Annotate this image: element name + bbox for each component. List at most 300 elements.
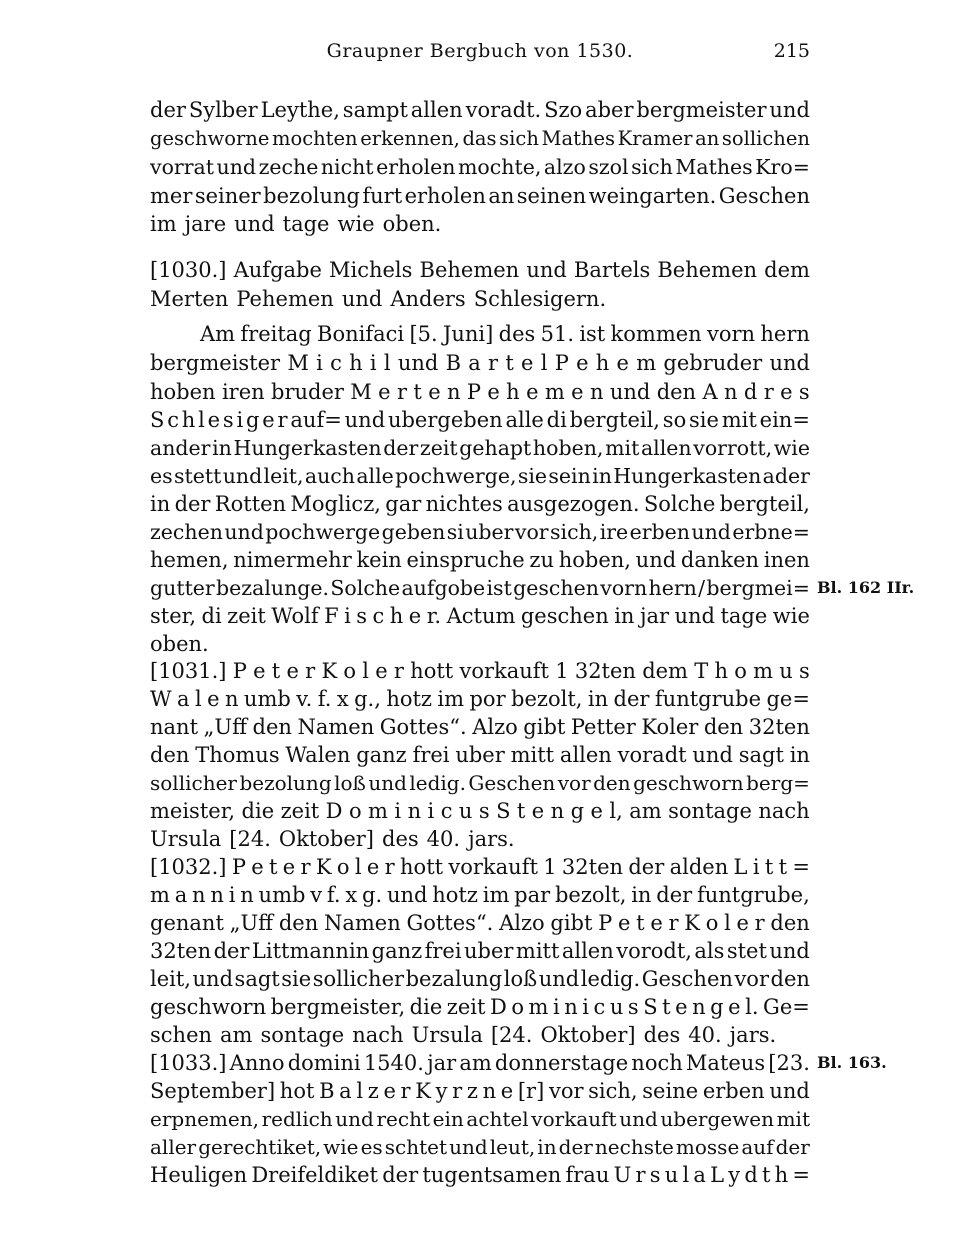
word: n	[192, 883, 206, 907]
text-line	[150, 1049, 810, 1077]
word: ist	[579, 322, 606, 346]
word: leit,	[263, 464, 304, 488]
word: genant	[150, 911, 224, 935]
word: K	[684, 911, 700, 935]
word: t	[413, 380, 422, 404]
text-line	[150, 993, 810, 1021]
word: r	[763, 380, 774, 404]
word: i	[427, 799, 435, 823]
word: nach	[758, 799, 810, 823]
word: s	[649, 1163, 661, 1187]
word: zeit	[419, 436, 458, 460]
word: 51.	[540, 322, 575, 346]
word: uber	[464, 939, 514, 963]
word: Alzo	[499, 911, 545, 935]
word: o	[734, 659, 747, 683]
word: Am	[200, 322, 236, 346]
text-line	[150, 518, 810, 546]
word: o	[336, 855, 350, 879]
word: Ursula	[150, 827, 222, 851]
word: c	[330, 351, 342, 375]
word: kommen	[610, 322, 702, 346]
word: gibt	[550, 911, 593, 935]
word: l	[540, 351, 548, 375]
word: zeit	[227, 604, 266, 628]
word: Mathes	[675, 155, 753, 179]
text-line	[150, 909, 810, 937]
text-line	[150, 853, 810, 881]
word: t	[505, 351, 514, 375]
word: 32ten	[150, 939, 212, 963]
word: in	[789, 743, 810, 767]
word: am	[629, 799, 662, 823]
word: 32ten	[574, 659, 636, 683]
word: am	[220, 1023, 253, 1047]
word: frei	[424, 939, 462, 963]
word: K	[321, 659, 338, 683]
word: auf	[741, 1135, 774, 1159]
word: alzo	[543, 155, 586, 179]
text-line	[150, 630, 810, 658]
word: r	[305, 659, 316, 683]
word: t	[269, 855, 278, 879]
word: und	[449, 1135, 488, 1159]
word: Hungerkasten	[613, 464, 762, 488]
word: di	[546, 408, 567, 432]
word: [r]	[517, 1079, 545, 1103]
word: h	[595, 351, 610, 375]
word: [1031.]	[150, 659, 227, 683]
word: recht	[376, 1107, 431, 1131]
word: s	[356, 604, 368, 628]
word: loß	[334, 771, 366, 795]
text-line	[150, 741, 810, 769]
word: nichtes	[425, 492, 503, 516]
word: und	[386, 883, 428, 907]
text-line	[150, 937, 810, 965]
word: M	[287, 351, 309, 375]
word: Oktober]	[540, 1023, 636, 1047]
word: danken	[680, 548, 760, 572]
word: dem	[642, 659, 688, 683]
word: bezolt,	[511, 687, 583, 711]
word: A	[702, 380, 718, 404]
word: zechen	[150, 520, 223, 544]
word: U	[613, 1163, 632, 1187]
word: s	[799, 659, 810, 683]
word: das	[462, 127, 497, 150]
word: der	[383, 436, 419, 460]
word: ge=	[766, 687, 810, 711]
word: schen	[150, 1023, 213, 1047]
word: Moglicz,	[290, 492, 381, 516]
word: mochten	[271, 127, 358, 150]
text-line	[150, 1105, 810, 1133]
word: und	[769, 939, 810, 963]
word: szol	[588, 155, 629, 179]
word: n	[564, 995, 578, 1019]
word: 1540.	[363, 1051, 424, 1075]
word: [23.	[768, 1051, 810, 1075]
word: r	[300, 855, 311, 879]
word: 1	[543, 855, 557, 879]
text-line	[150, 125, 810, 153]
word: Alzo	[472, 715, 518, 739]
running-title: Graupner Bergbuch von 1530.	[326, 40, 634, 62]
word: auf=	[290, 408, 342, 432]
word: seine	[642, 1079, 699, 1103]
page-header	[150, 40, 810, 70]
word: alden	[669, 855, 729, 879]
word: h	[714, 659, 728, 683]
text-line	[150, 797, 810, 825]
word: oben.	[382, 212, 442, 236]
word: v.	[296, 687, 313, 711]
word: bezolt,	[554, 883, 627, 907]
word: inen	[763, 548, 810, 572]
margin-folio-note: Bl. 162 IIr.	[817, 578, 915, 597]
word: par	[514, 883, 551, 907]
word: =	[792, 855, 810, 879]
word: Pehemen	[236, 287, 334, 311]
word: u	[664, 1163, 679, 1187]
word: den	[770, 911, 810, 935]
word: e	[531, 799, 545, 823]
text-line	[150, 320, 810, 348]
word: leit,	[150, 967, 191, 991]
word: ausgezogen.	[507, 492, 640, 516]
word: z	[367, 1079, 379, 1103]
word: L	[733, 855, 748, 879]
word: bruder	[271, 380, 344, 404]
word: ganz	[371, 939, 423, 963]
word: jar	[639, 604, 670, 628]
word: i	[344, 604, 351, 628]
word: den	[593, 771, 631, 795]
word: ubergeben	[387, 408, 503, 432]
word: sagt	[738, 743, 784, 767]
text-line	[150, 825, 810, 853]
word: sich,	[550, 520, 599, 544]
word: allen	[410, 98, 463, 122]
text-line	[150, 182, 810, 210]
word: y	[728, 1163, 741, 1187]
word: 32ten	[748, 715, 810, 739]
word: und	[234, 212, 275, 236]
word: jars.	[468, 827, 515, 851]
word: furt	[362, 184, 403, 208]
word: umb	[243, 687, 291, 711]
word: bezalunge.	[216, 576, 330, 600]
word: ander	[150, 436, 211, 460]
text-line	[150, 574, 810, 602]
word: wie	[772, 604, 810, 628]
word: den	[656, 380, 697, 404]
word: D	[325, 799, 343, 823]
word: Geschen	[641, 967, 733, 991]
word: t	[636, 911, 645, 935]
word: ubergewen	[660, 1107, 774, 1131]
text-line	[150, 1133, 810, 1161]
word: t	[764, 855, 774, 879]
word: es	[150, 464, 173, 488]
word: vor	[734, 967, 769, 991]
word: S	[496, 799, 511, 823]
word: Walen	[285, 743, 351, 767]
word: K	[415, 1079, 431, 1103]
word: bezalung	[405, 967, 503, 991]
word: und	[192, 967, 234, 991]
word: r	[396, 380, 408, 404]
word: „Uff	[229, 911, 274, 935]
word: der	[613, 687, 650, 711]
word: und	[344, 408, 386, 432]
word: f.	[317, 687, 332, 711]
word: S	[150, 408, 165, 432]
word: x	[336, 687, 349, 711]
word: i	[228, 883, 236, 907]
word: e	[780, 380, 793, 404]
word: loß	[503, 967, 538, 991]
word: a	[339, 1079, 352, 1103]
word: h	[349, 351, 363, 375]
word: n	[240, 883, 254, 907]
word: allen	[559, 743, 612, 767]
margin-folio-note: Bl. 163.	[817, 1053, 887, 1072]
word: vorkauft	[459, 659, 549, 683]
word: d	[743, 380, 758, 404]
word: sie	[517, 464, 548, 488]
word: e	[383, 1079, 396, 1103]
word: i	[236, 408, 244, 432]
text-line	[150, 490, 810, 518]
word: bergteil,	[569, 408, 660, 432]
word: in	[537, 1135, 557, 1159]
word: bezolung	[263, 184, 360, 208]
word: geschworn	[150, 995, 267, 1019]
word: in	[150, 492, 171, 516]
word: freitag	[240, 322, 312, 346]
word: r	[635, 1163, 646, 1187]
word: aller	[150, 1135, 197, 1159]
word: pochwerge,	[395, 464, 517, 488]
word: Sylber	[188, 98, 258, 122]
word: meister,	[150, 799, 236, 823]
word: 32ten	[561, 855, 624, 879]
word: und	[674, 604, 715, 628]
word: r	[393, 659, 404, 683]
word: alle	[505, 408, 544, 432]
word: den	[703, 715, 744, 739]
word: i	[552, 995, 560, 1019]
word: por	[469, 687, 506, 711]
word: hoben,	[532, 436, 604, 460]
word: o	[348, 799, 362, 823]
word: P	[598, 911, 613, 935]
word: 1	[555, 659, 569, 683]
text-line	[150, 378, 810, 406]
word: erpnemen,	[150, 1107, 259, 1131]
word: m	[753, 659, 774, 683]
word: e	[207, 687, 220, 711]
word: 40.	[426, 827, 461, 851]
word: Actum	[446, 604, 516, 628]
word: i	[369, 351, 377, 375]
page-number: 215	[773, 40, 810, 62]
word: der	[775, 1135, 810, 1159]
text-line	[150, 210, 810, 238]
word: h	[181, 408, 196, 432]
word: gutter	[150, 576, 215, 600]
word: den	[278, 911, 319, 935]
word: o	[343, 659, 357, 683]
text-line	[150, 546, 810, 574]
word: Anno	[229, 1051, 285, 1075]
word: Aufgabe	[233, 258, 322, 282]
word: der	[174, 492, 211, 516]
word: t	[516, 799, 526, 823]
word: mer	[150, 184, 193, 208]
text-line	[150, 657, 810, 685]
word: m	[636, 351, 657, 375]
word: leut,	[489, 1135, 536, 1159]
word: einspruche	[406, 548, 525, 572]
word: Anders	[390, 287, 466, 311]
text-line	[150, 434, 810, 462]
word: berg=	[746, 771, 810, 795]
word: aber	[585, 98, 634, 122]
word: geben	[381, 520, 446, 544]
word: l	[356, 1079, 364, 1103]
word: nant	[150, 715, 199, 739]
word: r	[400, 1079, 411, 1103]
word: e	[253, 659, 266, 683]
word: Thomus	[195, 743, 280, 767]
word: 40.	[688, 1023, 722, 1047]
word: tage	[720, 604, 768, 628]
word: an	[488, 184, 515, 208]
word: sampt	[342, 98, 408, 122]
word: hot	[279, 1079, 315, 1103]
word: Mateus	[685, 1051, 766, 1075]
word: die	[409, 995, 443, 1019]
word: e	[526, 380, 539, 404]
word: t	[662, 995, 671, 1019]
word: a	[693, 1163, 706, 1187]
word: Geschen	[468, 771, 556, 795]
word: sie	[689, 408, 719, 432]
word: voradt.	[465, 98, 542, 122]
word: mit	[776, 1107, 810, 1131]
word: g	[710, 995, 724, 1019]
word: geschen	[513, 576, 599, 600]
word: es	[360, 1135, 383, 1159]
word: wie	[773, 436, 810, 460]
word: am	[459, 1051, 492, 1075]
word: den	[150, 743, 190, 767]
word: Ursula	[411, 1023, 483, 1047]
word: m	[528, 995, 549, 1019]
word: P	[232, 659, 247, 683]
word: bezolung	[239, 771, 332, 795]
word: /	[698, 576, 706, 600]
word: e	[728, 995, 741, 1019]
text-line	[150, 713, 810, 741]
word: vorrat	[150, 155, 214, 179]
word: erholen	[376, 155, 456, 179]
word: K	[315, 855, 332, 879]
word: auch	[304, 464, 355, 488]
word: ein=	[759, 408, 810, 432]
word: Behemen	[657, 258, 758, 282]
word: Gottes“.	[379, 715, 467, 739]
word: l	[724, 911, 731, 935]
word: nimermehr	[233, 548, 352, 572]
word: Namen	[323, 911, 401, 935]
word: und	[368, 771, 407, 795]
word: n	[210, 883, 224, 907]
word: geschworn	[633, 771, 744, 795]
word: Hungerkasten	[233, 436, 382, 460]
word: nach	[352, 1023, 404, 1047]
text-line	[150, 406, 810, 434]
word: sollicher	[312, 967, 405, 991]
word: gerechtiket,	[198, 1135, 322, 1159]
word: s	[222, 408, 234, 432]
word: und	[769, 1079, 810, 1103]
word: e	[487, 380, 500, 404]
word: und	[224, 520, 264, 544]
text-line	[150, 349, 810, 377]
word: Solche	[643, 492, 716, 516]
word: allen	[561, 939, 614, 963]
word: und	[635, 548, 677, 572]
word: wie	[337, 212, 375, 236]
word: z	[466, 1079, 478, 1103]
word: vor	[514, 520, 549, 544]
word: des	[382, 827, 419, 851]
word: funtgrube,	[696, 883, 810, 907]
word: m	[368, 799, 388, 823]
text-line	[150, 1161, 810, 1189]
word: n	[407, 799, 422, 823]
text-line	[150, 462, 810, 490]
word: l.	[745, 995, 759, 1019]
word: e	[262, 408, 275, 432]
word: r	[754, 911, 765, 935]
word: Heuligen	[150, 1163, 248, 1187]
word: B	[319, 1079, 335, 1103]
word: v	[310, 883, 323, 907]
word: [1032.]	[150, 855, 227, 879]
word: ledig.	[409, 771, 466, 795]
word: e	[616, 351, 629, 375]
word: gibt	[523, 715, 566, 739]
word: u	[609, 995, 624, 1019]
word: achtel	[466, 1107, 529, 1131]
word: der	[213, 939, 250, 963]
word: bergmeister	[636, 98, 767, 122]
word: n	[692, 995, 706, 1019]
word: r	[488, 351, 499, 375]
word: pochwerge	[265, 520, 381, 544]
word: u	[779, 659, 793, 683]
word: ganz	[356, 743, 407, 767]
word: vorn	[707, 322, 756, 346]
word: sich,	[588, 1079, 638, 1103]
word: und	[341, 287, 383, 311]
word: =	[792, 1163, 810, 1187]
